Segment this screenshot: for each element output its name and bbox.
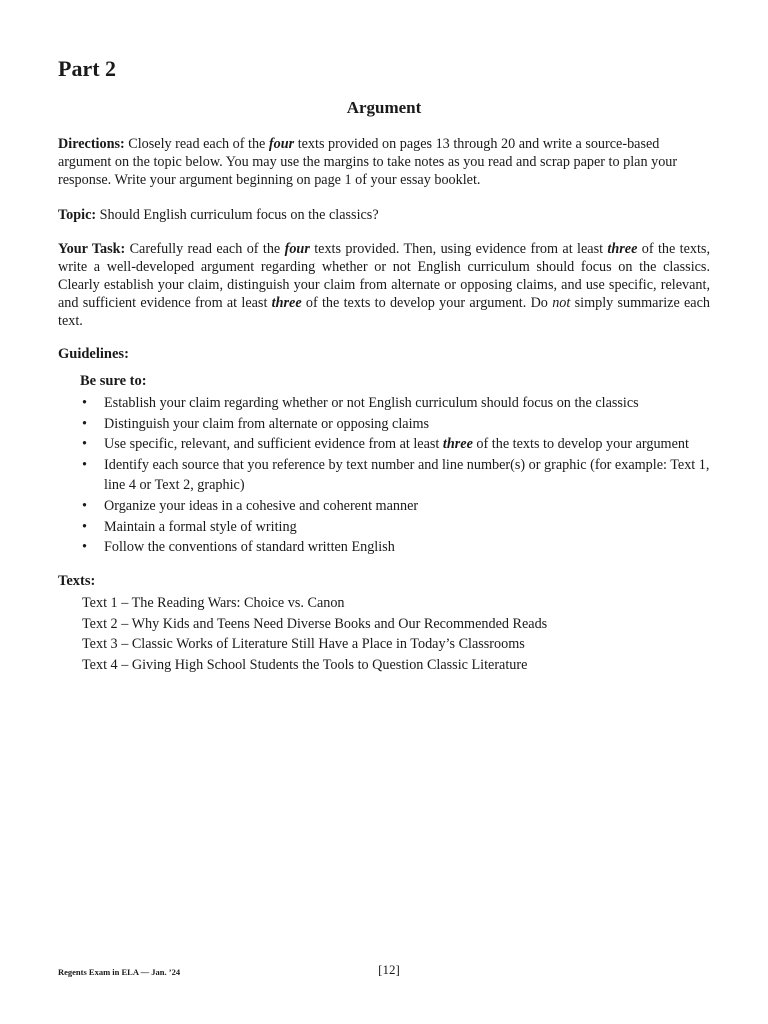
directions-text-1: Closely read each of the [124,136,269,152]
topic-paragraph [58,206,710,224]
bullet-glyph: • [82,456,87,473]
task-text-3: of the texts, write a well-developed argument regarding whether or not English curriculum should focus on the classics. Clearly establish your claim, distinguish your claim from alternate or opposing claims, and use specific, relevant, and sufficient evidence from at least [58,241,710,311]
section-title: Argument [346,98,422,117]
guideline-text: Organize your ideas in a cohesive and coherent manner [104,497,419,514]
task-label: Your Task: [58,241,126,257]
list-item [80,455,720,496]
text-item: Text 2 – Why Kids and Teens Need Diverse Books and Our Recommended Reads [82,615,548,632]
guidelines-list [80,393,720,558]
task-text-1: Carefully read each of the [125,241,285,257]
text-item: Text 1 – The Reading Wars: Choice vs. Canon [82,595,345,611]
directions-text-2: texts provided on pages 13 through 20 and write a source-based argument on the topic below. You may use the margins to take notes as you read and scrap paper to plan your response. Write your argument beginning on page 1 of your essay booklet. [58,136,678,188]
page-number: [12] [378,962,400,977]
list-item [80,414,720,435]
list-item [80,496,720,517]
task-text-4: of the texts to develop your argument. Do [301,295,553,311]
list-item [80,393,720,414]
guideline-emphasis-three: three [442,436,473,453]
text-item: Text 4 – Giving High School Students the Tools to Question Classic Literature [82,656,528,673]
bullet-glyph: • [82,539,87,556]
guideline-text: Establish your claim regarding whether or not English curriculum should focus on the classics [104,395,639,411]
directions-paragraph [58,135,710,189]
task-text-5: simply summarize each text. [58,295,710,329]
texts-heading: Texts: [58,573,96,589]
guideline-text: Use specific, relevant, and sufficient evidence from at least [104,436,443,453]
guideline-text-rest: of the texts to develop your argument [472,436,689,453]
bullet-glyph: • [82,497,87,514]
list-item [80,517,720,538]
bullet-glyph: • [82,395,87,411]
texts-list [82,593,547,675]
bullet-glyph: • [82,415,87,432]
directions-label: Directions: [58,136,125,152]
directions-emphasis-four: four [268,136,295,152]
task-emphasis-three: three [607,241,638,257]
task-emphasis-four: four [284,241,310,257]
guidelines-heading: Guidelines: [58,346,129,362]
bullet-glyph: • [82,518,87,535]
bullet-glyph: • [82,436,87,453]
task-paragraph [58,240,710,330]
task-emphasis-three-second: three [271,295,302,311]
topic-label: Topic: [58,207,97,223]
part-title: Part 2 [58,56,117,81]
list-item [80,537,720,558]
topic-text: Should English curriculum focus on the classics? [96,207,379,223]
footer-exam-label: Regents Exam in ELA — Jan. ’24 [58,967,181,977]
guideline-text: Identify each source that you reference by text number and line number(s) or graphic (for example: Text 1, line 4 or Text 2, graphic) [104,456,710,494]
task-italic-not: not [552,295,571,311]
task-text-2: texts provided. Then, using evidence from at least [309,241,608,257]
guideline-text: Distinguish your claim from alternate or opposing claims [104,415,430,432]
guideline-text: Follow the conventions of standard written English [104,539,395,556]
guideline-text: Maintain a formal style of writing [104,518,297,535]
text-item: Text 3 – Classic Works of Literature Still Have a Place in Today’s Classrooms [82,636,525,653]
list-item [80,434,720,455]
be-sure-label: Be sure to: [80,373,147,389]
